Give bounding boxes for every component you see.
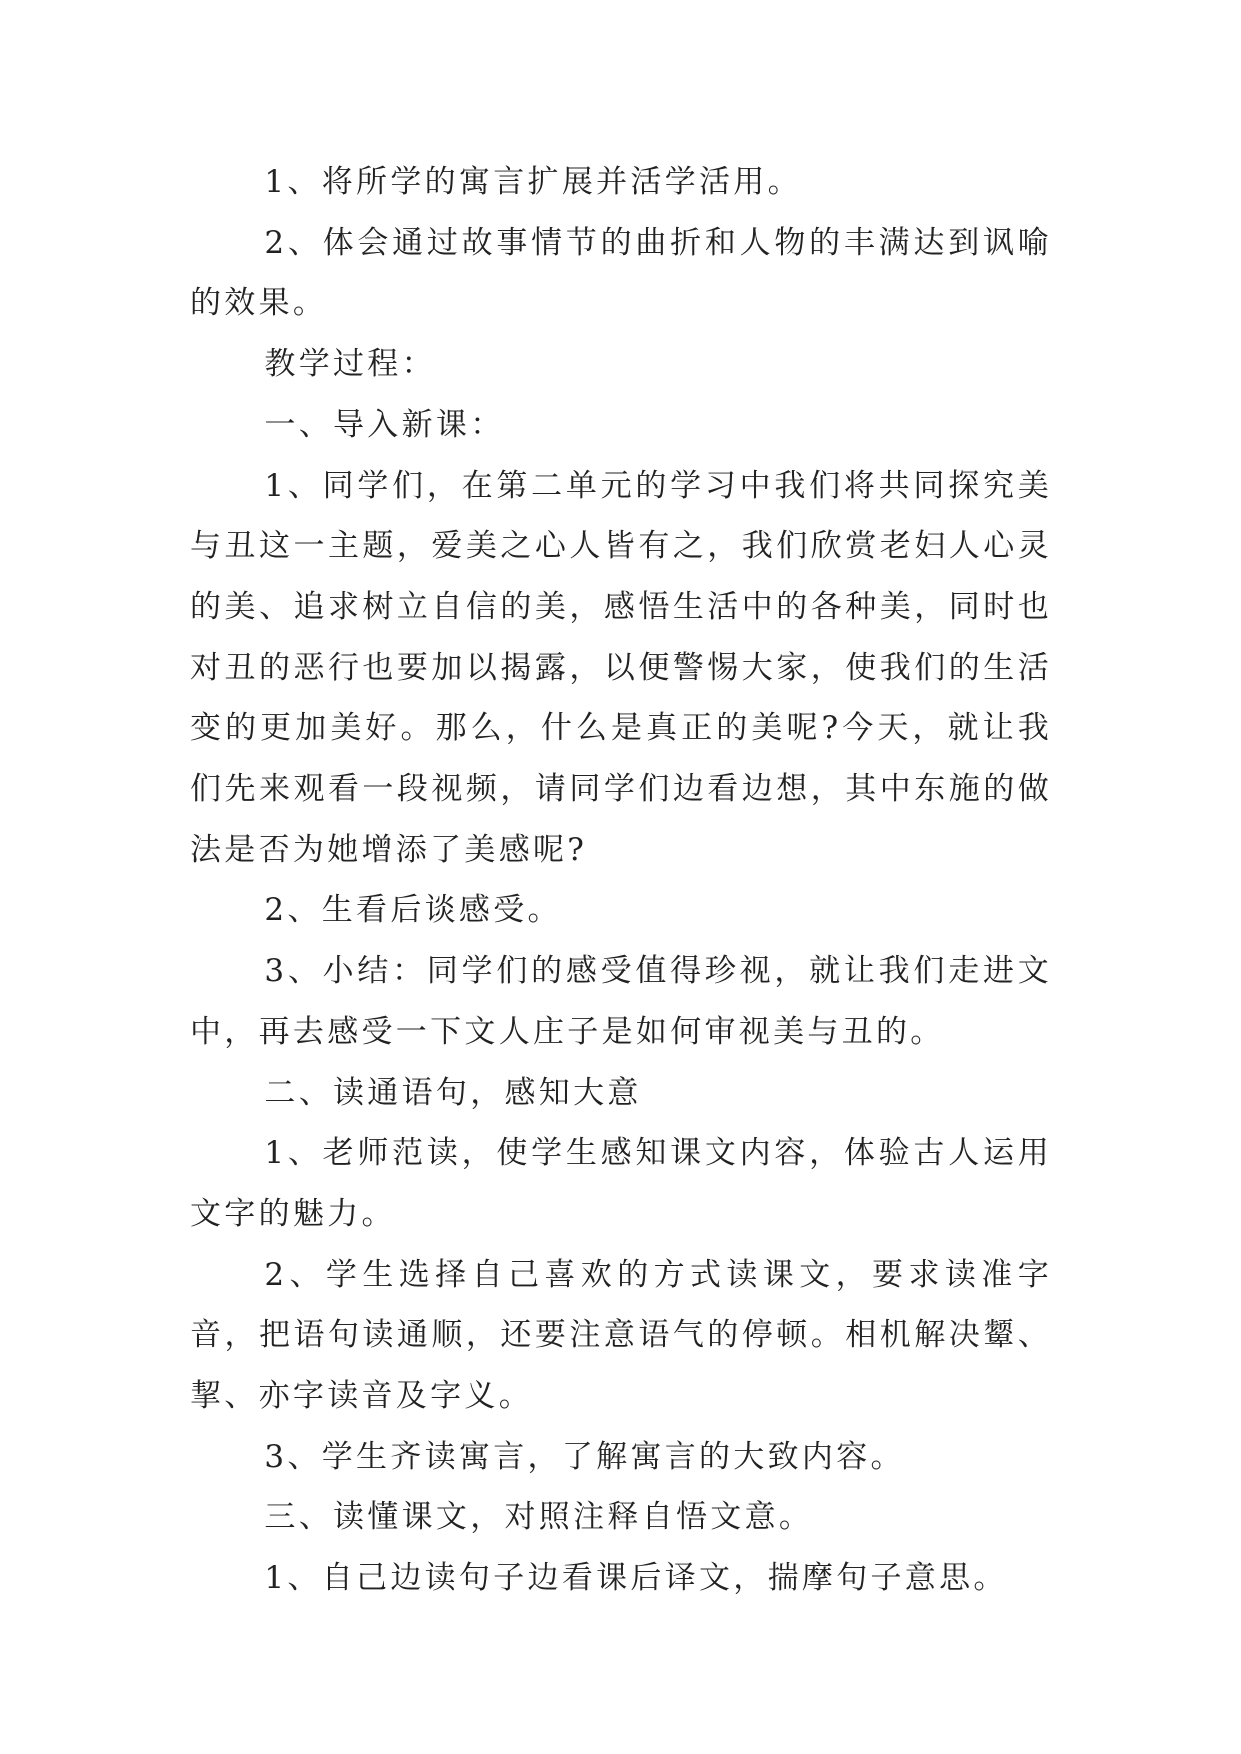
document-body	[190, 152, 1052, 1609]
paragraph: 1、同学们，在第二单元的学习中我们将共同探究美与丑这一主题，爱美之心人皆有之，我们欣赏老妇人心灵的美、追求树立自信的美，感悟生活中的各种美，同时也对丑的恶行也要加以揭露，以便警惕大家，使我们的生活变的更加美好。那么，什么是真正的美呢?今天，就让我们先来观看一段视频，请同学们边看边想，其中东施的做法是否为她增添了美感呢?	[190, 467, 1052, 868]
paragraph: 1、自己边读句子边看课后译文，揣摩句子意思。	[264, 1560, 1008, 1597]
paragraph: 一、导入新课：	[264, 406, 505, 443]
paragraph: 2、生看后谈感受。	[264, 892, 562, 929]
paragraph: 2、学生选择自己喜欢的方式读课文，要求读准字音，把语句读通顺，还要注意语气的停顿。相机解决颦、挈、亦字读音及字义。	[190, 1256, 1052, 1415]
paragraph: 二、读通语句，感知大意	[264, 1074, 642, 1111]
paragraph: 3、学生齐读寓言，了解寓言的大致内容。	[264, 1438, 905, 1475]
paragraph: 三、读懂课文，对照注释自悟文意。	[264, 1499, 814, 1536]
paragraph: 1、将所学的寓言扩展并活学活用。	[264, 164, 802, 200]
paragraph: 教学过程：	[264, 346, 436, 383]
paragraph: 3、小结：同学们的感受值得珍视，就让我们走进文中，再去感受一下文人庄子是如何审视美与丑的。	[190, 953, 1052, 1050]
paragraph: 1、老师范读，使学生感知课文内容，体验古人运用文字的魅力。	[190, 1135, 1052, 1232]
paragraph: 2、体会通过故事情节的曲折和人物的丰满达到讽喻的效果。	[190, 224, 1052, 322]
